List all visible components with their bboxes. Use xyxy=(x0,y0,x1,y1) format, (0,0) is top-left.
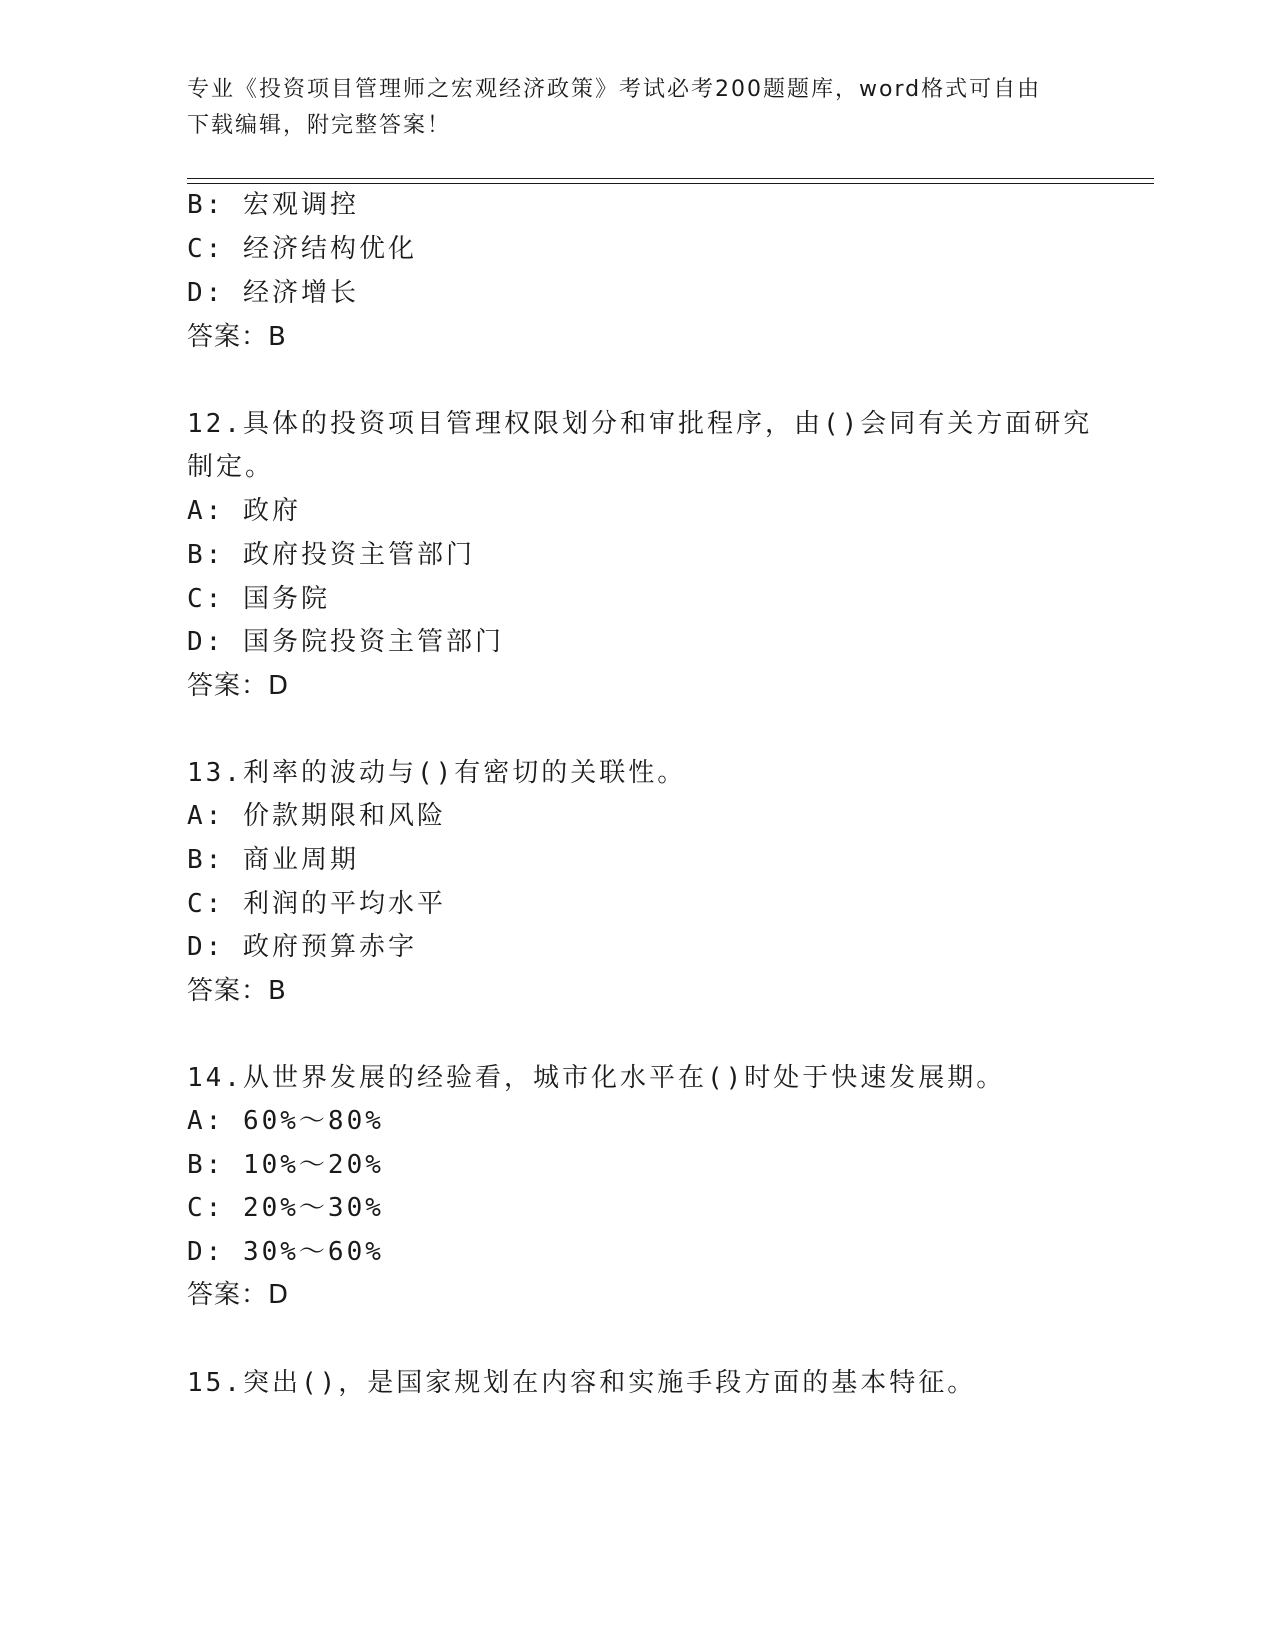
q14-answer: 答案：D xyxy=(187,1280,290,1310)
q11-answer: 答案：B xyxy=(187,322,287,352)
q14-option-c: C: 20%～30% xyxy=(187,1193,384,1223)
q12-option-a: A: 政府 xyxy=(187,496,301,526)
q15-stem: 15.突出()，是国家规划在内容和实施手段方面的基本特征。 xyxy=(187,1368,977,1398)
q14-option-d: D: 30%～60% xyxy=(187,1237,384,1267)
header-line-2: 下载编辑，附完整答案！ xyxy=(187,113,452,138)
q13-stem: 13.利率的波动与()有密切的关联性。 xyxy=(187,758,687,788)
header-line-1: 专业《投资项目管理师之宏观经济政策》考试必考200题题库，word格式可自由 xyxy=(187,77,1042,102)
q13-option-c: C: 利润的平均水平 xyxy=(187,889,446,919)
q14-stem: 14.从世界发展的经验看，城市化水平在()时处于快速发展期。 xyxy=(187,1063,1006,1093)
q12-option-c: C: 国务院 xyxy=(187,584,330,614)
q12-answer: 答案：D xyxy=(187,671,290,701)
document-header xyxy=(187,72,1107,144)
q13-answer: 答案：B xyxy=(187,976,287,1006)
q13-option-b: B: 商业周期 xyxy=(187,845,359,875)
q14-option-b: B: 10%～20% xyxy=(187,1150,384,1180)
q12-option-d: D: 国务院投资主管部门 xyxy=(187,627,504,657)
q13-option-d: D: 政府预算赤字 xyxy=(187,932,417,962)
header-divider-bottom xyxy=(187,183,1154,184)
q11-option-d: D: 经济增长 xyxy=(187,278,359,308)
q14-option-a: A: 60%～80% xyxy=(187,1106,384,1136)
q11-option-b: B: 宏观调控 xyxy=(187,190,359,220)
q12-stem-line-1: 12.具体的投资项目管理权限划分和审批程序，由()会同有关方面研究 xyxy=(187,409,1093,439)
header-divider-top xyxy=(187,178,1154,179)
q13-option-a: A: 价款期限和风险 xyxy=(187,801,446,831)
q12-option-b: B: 政府投资主管部门 xyxy=(187,540,475,570)
q12-stem-line-2: 制定。 xyxy=(187,452,275,482)
q11-option-c: C: 经济结构优化 xyxy=(187,234,417,264)
